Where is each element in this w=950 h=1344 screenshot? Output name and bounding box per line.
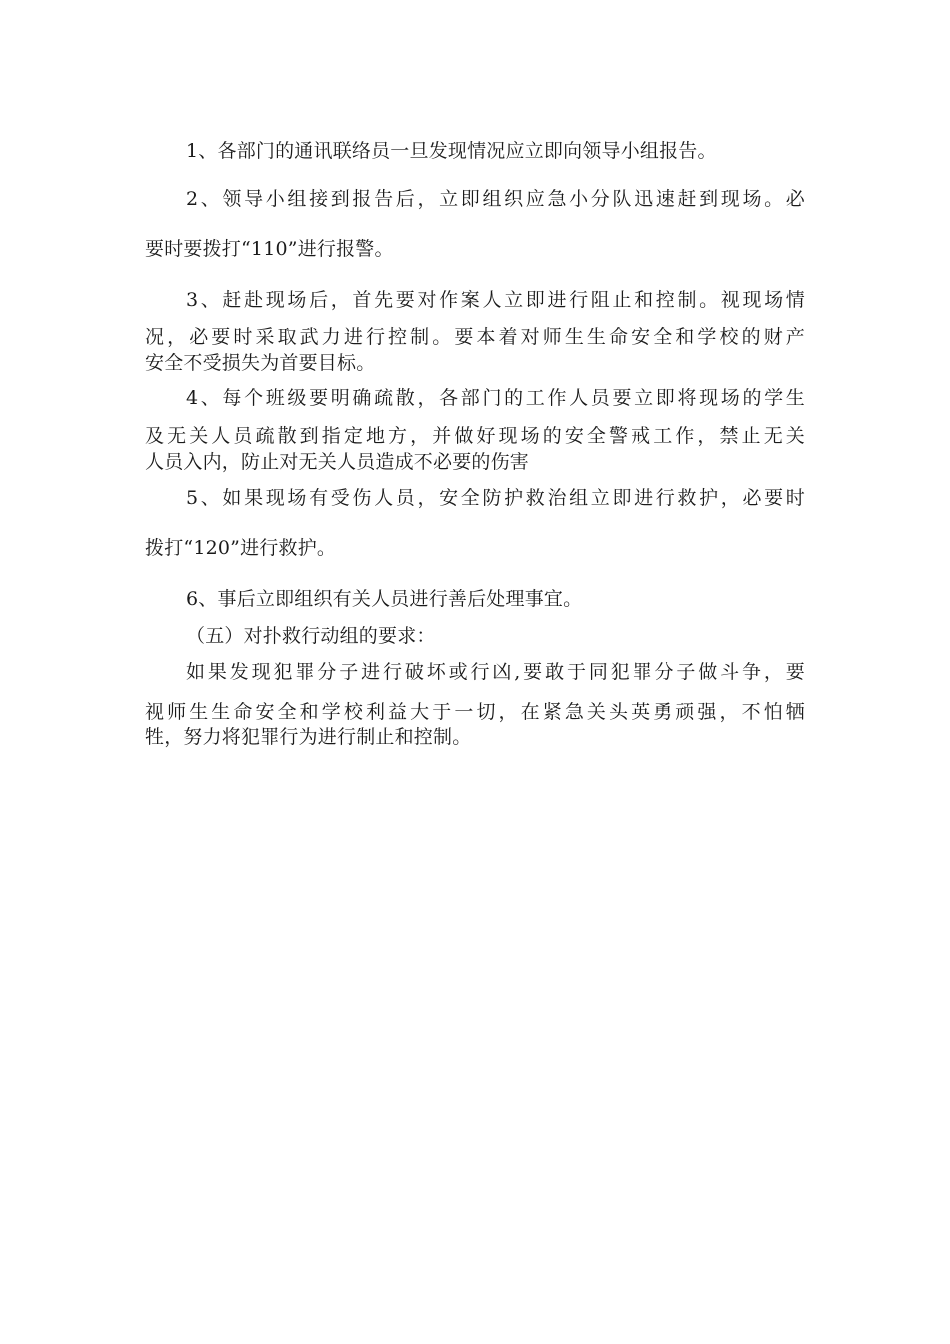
paragraph-3-line-2: 况，必要时采取武力进行控制。要本着对师生生命安全和学校的财产: [145, 326, 805, 348]
paragraph-7-line-3: 牲，努力将犯罪行为进行制止和控制。: [145, 726, 472, 748]
paragraph-3-line-3: 安全不受损失为首要目标。: [145, 352, 376, 374]
paragraph-6-line-1: 6、事后立即组织有关人员进行善后处理事宜。: [186, 588, 583, 610]
paragraph-5-line-1: 5、如果现场有受伤人员，安全防护救治组立即进行救护，必要时: [186, 487, 805, 509]
paragraph-4-line-3: 人员入内，防止对无关人员造成不必要的伤害: [145, 451, 530, 473]
paragraph-4-line-1: 4、每个班级要明确疏散，各部门的工作人员要立即将现场的学生: [186, 387, 805, 409]
paragraph-4-line-2: 及无关人员疏散到指定地方，并做好现场的安全警戒工作，禁止无关: [145, 425, 805, 447]
paragraph-2-line-2: 要时要拨打“110”进行报警。: [145, 238, 394, 260]
paragraph-5-line-2: 拨打“120”进行救护。: [145, 537, 337, 559]
paragraph-3-line-1: 3、赶赴现场后，首先要对作案人立即进行阻止和控制。视现场情: [186, 289, 805, 311]
paragraph-1-line-1: 1、各部门的通讯联络员一旦发现情况应立即向领导小组报告。: [186, 140, 717, 162]
paragraph-7-line-1: 如果发现犯罪分子进行破坏或行凶,要敢于同犯罪分子做斗争，要: [186, 661, 805, 683]
paragraph-7-line-2: 视师生生命安全和学校利益大于一切，在紧急关头英勇顽强，不怕牺: [145, 701, 805, 723]
section-heading-5: （五）对扑救行动组的要求：: [186, 625, 436, 647]
paragraph-2-line-1: 2、领导小组接到报告后，立即组织应急小分队迅速赶到现场。必: [186, 188, 805, 210]
